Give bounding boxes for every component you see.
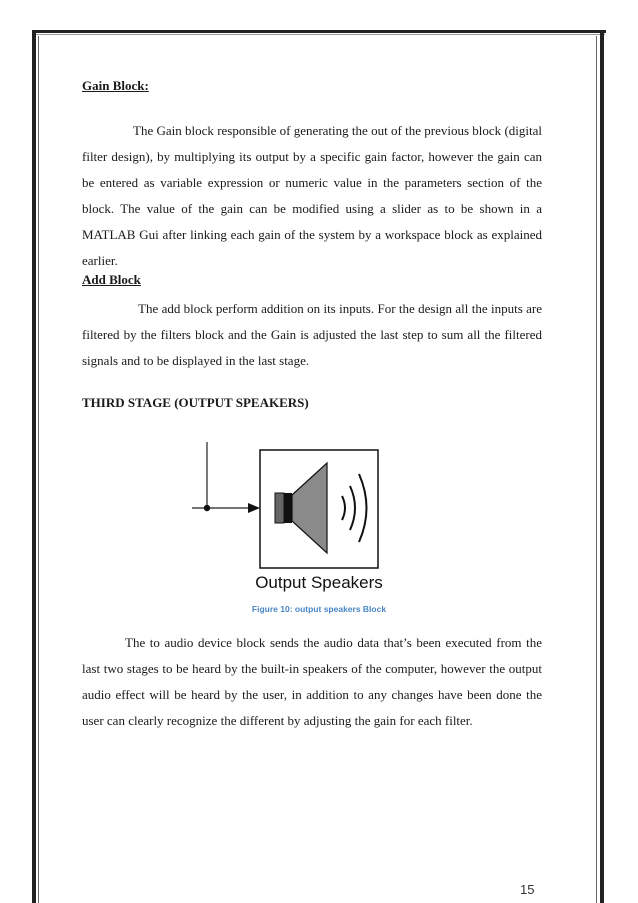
add-block-heading: Add Block xyxy=(82,272,141,287)
add-block-paragraph: The add block perform addition on its inputs. For the design all the inputs are filtered by the filters block and the Gain is adjusted the last step to sum all the filtered signals and to be displayed in the last stage. xyxy=(82,301,542,368)
page-border-right xyxy=(600,30,604,903)
gain-block-paragraph: The Gain block responsible of generating the out of the previous block (digital filter design), by multiplying its output by a specific gain factor, however the gain can be entered as variable expression or numeric value in the parameters section of the block. The value of the gain can be modified using a slider as to be shown in a MATLAB Gui after linking each gain of the system by a workspace block as explained earlier. xyxy=(82,123,542,268)
audio-device-paragraph: The to audio device block sends the audio data that’s been executed from the last two stages to be heard by the built-in speakers of the computer, however the output audio effect will be heard by the user, in addition to any changes have been done the user can clearly recognize the different by adjusting the gain for each filter. xyxy=(82,635,542,728)
page-border-left xyxy=(32,30,36,903)
output-speakers-label: Output Speakers xyxy=(255,573,383,592)
junction-dot xyxy=(204,505,210,511)
speaker-coil xyxy=(284,493,292,523)
output-speakers-diagram xyxy=(164,438,404,598)
page-number: 15 xyxy=(520,882,535,897)
arrow-head-icon xyxy=(248,503,260,513)
page-border-left-inner xyxy=(38,36,39,903)
gain-block-heading: Gain Block: xyxy=(82,78,149,93)
page-border-top xyxy=(32,30,606,33)
speaker-magnet xyxy=(275,493,284,523)
figure-caption: Figure 10: output speakers Block xyxy=(251,604,387,614)
page-border-right-inner xyxy=(596,36,597,903)
output-speakers-figure xyxy=(164,438,404,598)
third-stage-heading: THIRD STAGE (OUTPUT SPEAKERS) xyxy=(82,395,309,410)
